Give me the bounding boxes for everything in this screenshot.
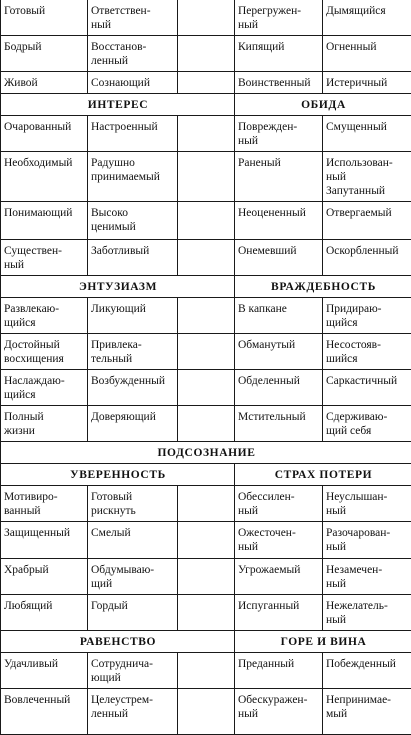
cell-positive-1	[1, 240, 88, 276]
table-row	[1, 334, 411, 370]
middle-spacer-cell	[178, 152, 235, 202]
cell-negative-2	[323, 116, 411, 152]
middle-spacer-cell	[178, 595, 235, 631]
cell-negative-2	[323, 152, 411, 202]
cell-line: Кипящий	[238, 40, 320, 54]
cell-positive-1	[1, 689, 88, 735]
cell-positive-2	[88, 370, 178, 406]
cell-negative-1	[235, 486, 323, 522]
cell-positive-1	[1, 116, 88, 152]
cell-line: ценимый	[91, 220, 175, 234]
middle-spacer-cell	[178, 689, 235, 735]
table-row	[1, 0, 411, 36]
section-header-row	[1, 631, 411, 653]
cell-line: Истеричный	[326, 76, 409, 90]
cell-negative-2	[323, 0, 411, 36]
cell-line: Храбрый	[4, 563, 85, 577]
cell-line: Удачливый	[4, 657, 85, 671]
cell-line: Сдерживаю-	[326, 410, 409, 424]
cell-line: Защищенный	[4, 526, 85, 540]
cell-line: Любящий	[4, 599, 85, 613]
cell-line: Обдумываю-	[91, 563, 175, 577]
cell-positive-1	[1, 152, 88, 202]
cell-positive-1	[1, 595, 88, 631]
section-header-left: ИНТЕРЕС	[1, 94, 235, 116]
cell-line: Саркастичный	[326, 374, 409, 388]
cell-negative-1	[235, 559, 323, 595]
cell-line: В капкане	[238, 302, 320, 316]
feelings-table-body	[1, 0, 411, 735]
cell-positive-2	[88, 653, 178, 689]
cell-positive-1	[1, 72, 88, 94]
middle-spacer-cell	[178, 370, 235, 406]
cell-line: ный	[326, 170, 409, 184]
cell-line: ный	[238, 504, 320, 518]
cell-line: ленный	[91, 54, 175, 68]
cell-line: тельный	[91, 352, 175, 366]
cell-negative-1	[235, 202, 323, 240]
cell-positive-2	[88, 298, 178, 334]
cell-negative-1	[235, 298, 323, 334]
cell-line: принимаемый	[91, 170, 175, 184]
cell-negative-1	[235, 36, 323, 72]
cell-line: Восстанов-	[91, 40, 175, 54]
cell-positive-1	[1, 202, 88, 240]
cell-positive-2	[88, 406, 178, 442]
cell-line: щийся	[4, 316, 85, 330]
cell-line: Мстительный	[238, 410, 320, 424]
table-row	[1, 486, 411, 522]
cell-line: Достойный	[4, 338, 85, 352]
cell-line: щий	[91, 577, 175, 591]
cell-negative-1	[235, 370, 323, 406]
cell-line: Готовый	[91, 490, 175, 504]
cell-positive-2	[88, 72, 178, 94]
cell-negative-2	[323, 202, 411, 240]
cell-negative-1	[235, 689, 323, 735]
cell-line: Живой	[4, 76, 85, 90]
cell-negative-1	[235, 653, 323, 689]
cell-negative-2	[323, 240, 411, 276]
cell-line: жизни	[4, 424, 85, 438]
cell-line: ный	[238, 540, 320, 554]
cell-negative-1	[235, 116, 323, 152]
cell-positive-1	[1, 36, 88, 72]
section-header-right: ОБИДА	[235, 94, 411, 116]
cell-positive-2	[88, 595, 178, 631]
cell-line: Огненный	[326, 40, 409, 54]
cell-line: Радушно	[91, 156, 175, 170]
cell-positive-1	[1, 653, 88, 689]
cell-negative-2	[323, 298, 411, 334]
table-row	[1, 370, 411, 406]
cell-line: восхищения	[4, 352, 85, 366]
table-row	[1, 689, 411, 735]
cell-line: Заботливый	[91, 244, 175, 258]
middle-spacer-cell	[178, 298, 235, 334]
cell-line: щийся	[326, 316, 409, 330]
middle-spacer-cell	[178, 72, 235, 94]
cell-positive-2	[88, 36, 178, 72]
section-header-row	[1, 94, 411, 116]
cell-line: Испуганный	[238, 599, 320, 613]
cell-line: Смущенный	[326, 120, 409, 134]
cell-negative-2	[323, 36, 411, 72]
cell-positive-2	[88, 152, 178, 202]
cell-line: Преданный	[238, 657, 320, 671]
cell-line: мый	[326, 707, 409, 721]
table-row	[1, 406, 411, 442]
cell-positive-1	[1, 522, 88, 559]
cell-line: Сотруднича-	[91, 657, 175, 671]
cell-line: Полный	[4, 410, 85, 424]
cell-line: Очарованный	[4, 120, 85, 134]
cell-line: Необходимый	[4, 156, 85, 170]
middle-spacer-cell	[178, 116, 235, 152]
cell-negative-2	[323, 334, 411, 370]
cell-line: Целеустрем-	[91, 693, 175, 707]
section-title-full: ПОДСОЗНАНИЕ	[1, 442, 411, 464]
cell-line: Неоцененный	[238, 206, 320, 220]
table-row	[1, 36, 411, 72]
table-row	[1, 653, 411, 689]
cell-line: Оскорбленный	[326, 244, 409, 258]
cell-negative-1	[235, 334, 323, 370]
table-row	[1, 152, 411, 202]
cell-positive-2	[88, 559, 178, 595]
cell-line: Мотивиро-	[4, 490, 85, 504]
table-row	[1, 240, 411, 276]
cell-line: Онемевший	[238, 244, 320, 258]
cell-line: Вовлеченный	[4, 693, 85, 707]
cell-line: Побежденный	[326, 657, 409, 671]
cell-line: Несостояв-	[326, 338, 409, 352]
cell-line: Смелый	[91, 526, 175, 540]
cell-positive-1	[1, 370, 88, 406]
cell-line: Запутанный	[326, 184, 409, 198]
cell-negative-2	[323, 689, 411, 735]
cell-positive-2	[88, 240, 178, 276]
table-row	[1, 522, 411, 559]
middle-spacer-cell	[178, 36, 235, 72]
cell-line: Наслаждаю-	[4, 374, 85, 388]
section-header-left: РАВЕНСТВО	[1, 631, 235, 653]
cell-positive-2	[88, 116, 178, 152]
cell-negative-2	[323, 559, 411, 595]
cell-line: Использован-	[326, 156, 409, 170]
cell-line: Развлекаю-	[4, 302, 85, 316]
cell-line: ющий	[91, 671, 175, 685]
cell-line: Разочарован-	[326, 526, 409, 540]
cell-negative-1	[235, 595, 323, 631]
cell-line: Ожесточен-	[238, 526, 320, 540]
cell-line: Бодрый	[4, 40, 85, 54]
table-row	[1, 595, 411, 631]
section-header-row	[1, 464, 411, 486]
cell-line: Поврежден-	[238, 120, 320, 134]
cell-positive-2	[88, 486, 178, 522]
cell-line: Настроенный	[91, 120, 175, 134]
section-header-row	[1, 442, 411, 464]
cell-line: Существен-	[4, 244, 85, 258]
cell-line: Угрожаемый	[238, 563, 320, 577]
cell-line: Воинственный	[238, 76, 320, 90]
cell-line: Дымящийся	[326, 4, 409, 18]
cell-line: Обманутый	[238, 338, 320, 352]
cell-negative-1	[235, 522, 323, 559]
table-row	[1, 298, 411, 334]
table-row	[1, 559, 411, 595]
cell-line: Привлека-	[91, 338, 175, 352]
cell-positive-1	[1, 298, 88, 334]
cell-negative-2	[323, 595, 411, 631]
cell-positive-1	[1, 0, 88, 36]
middle-spacer-cell	[178, 486, 235, 522]
table-row	[1, 116, 411, 152]
cell-line: ный	[326, 504, 409, 518]
cell-positive-2	[88, 0, 178, 36]
cell-line: Незамечен-	[326, 563, 409, 577]
cell-line: ный	[238, 707, 320, 721]
cell-line: щий себя	[326, 424, 409, 438]
cell-negative-2	[323, 370, 411, 406]
cell-positive-2	[88, 689, 178, 735]
section-header-right: ГОРЕ И ВИНА	[235, 631, 411, 653]
middle-spacer-cell	[178, 334, 235, 370]
cell-line: Ликующий	[91, 302, 175, 316]
cell-negative-1	[235, 152, 323, 202]
cell-negative-1	[235, 406, 323, 442]
section-header-row	[1, 276, 411, 298]
cell-positive-1	[1, 559, 88, 595]
cell-line: ный	[91, 18, 175, 32]
middle-spacer-cell	[178, 0, 235, 36]
cell-line: ленный	[91, 707, 175, 721]
cell-line: Ответствен-	[91, 4, 175, 18]
cell-line: шийся	[326, 352, 409, 366]
cell-line: ный	[326, 540, 409, 554]
cell-line: Доверяющий	[91, 410, 175, 424]
cell-line: Сознающий	[91, 76, 175, 90]
section-header-right: ВРАЖДЕБНОСТЬ	[235, 276, 411, 298]
cell-line: Неуслышан-	[326, 490, 409, 504]
cell-line: Обескуражен-	[238, 693, 320, 707]
middle-spacer-cell	[178, 202, 235, 240]
cell-negative-1	[235, 72, 323, 94]
cell-positive-1	[1, 486, 88, 522]
cell-positive-1	[1, 406, 88, 442]
cell-negative-2	[323, 406, 411, 442]
cell-line: Готовый	[4, 4, 85, 18]
table-row	[1, 72, 411, 94]
cell-line: ный	[326, 613, 409, 627]
cell-line: Придираю-	[326, 302, 409, 316]
cell-positive-2	[88, 334, 178, 370]
section-header-left: ЭНТУЗИАЗМ	[1, 276, 235, 298]
cell-line: Обделенный	[238, 374, 320, 388]
middle-spacer-cell	[178, 522, 235, 559]
cell-line: Отвергаемый	[326, 206, 409, 220]
cell-line: Раненый	[238, 156, 320, 170]
cell-line: щийся	[4, 388, 85, 402]
middle-spacer-cell	[178, 240, 235, 276]
cell-line: Перегружен-	[238, 4, 320, 18]
cell-negative-1	[235, 0, 323, 36]
cell-negative-2	[323, 72, 411, 94]
cell-line: ванный	[4, 504, 85, 518]
cell-positive-2	[88, 522, 178, 559]
cell-positive-1	[1, 334, 88, 370]
cell-line: рискнуть	[91, 504, 175, 518]
middle-spacer-cell	[178, 653, 235, 689]
cell-line: Высоко	[91, 206, 175, 220]
section-header-right: СТРАХ ПОТЕРИ	[235, 464, 411, 486]
cell-negative-2	[323, 522, 411, 559]
cell-negative-1	[235, 240, 323, 276]
cell-line: Понимающий	[4, 206, 85, 220]
middle-spacer-cell	[178, 559, 235, 595]
cell-positive-2	[88, 202, 178, 240]
cell-line: ный	[4, 258, 85, 272]
cell-line: Нежелатель-	[326, 599, 409, 613]
cell-line: Непринимае-	[326, 693, 409, 707]
cell-line: Гордый	[91, 599, 175, 613]
cell-line: Обессилен-	[238, 490, 320, 504]
middle-spacer-cell	[178, 406, 235, 442]
cell-line: ный	[238, 18, 320, 32]
section-header-left: УВЕРЕННОСТЬ	[1, 464, 235, 486]
cell-line: Возбужденный	[91, 374, 175, 388]
table-row	[1, 202, 411, 240]
cell-line: ный	[326, 577, 409, 591]
cell-negative-2	[323, 486, 411, 522]
cell-line: ный	[238, 134, 320, 148]
cell-negative-2	[323, 653, 411, 689]
